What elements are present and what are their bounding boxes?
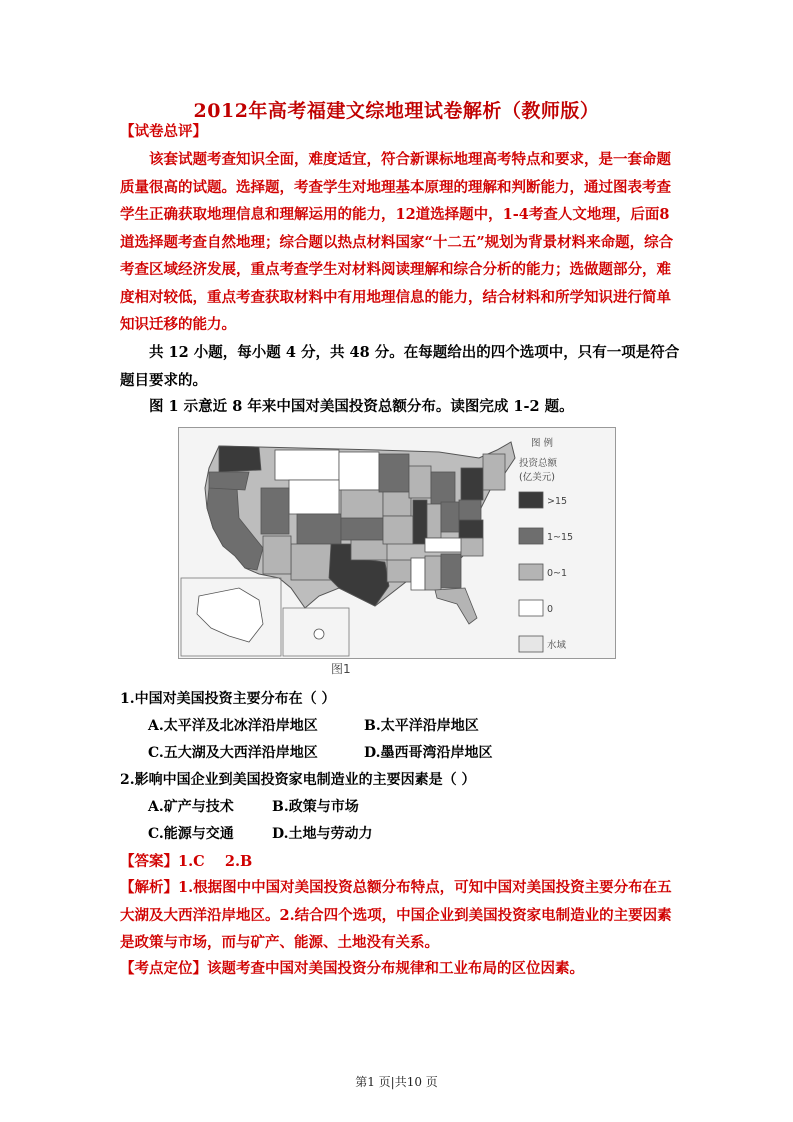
summary-text: 该套试题考查知识全面，难度适宜，符合新课标地理高考特点和要求，是一套命题质量很高的试题。选择题，考查学生对地理基本原理的理解和判断能力，通过图表考查学生正确获取地理信息和理解运用的能力，12道选择题中，1-4考查人文地理，后面8道选择题考查自然地理；综合题以热点材料国家“十二五”规划为背景材料来命题，综合考查区域经济发展，重点考查学生对材料阅读理解和综合分析的能力；选做题部分，难度相对较低，重点考查获取材料中有用地理信息的能力，结合材料和所学知识进行简单知识迁移的能力。 [120, 151, 674, 333]
region-missouri [383, 516, 413, 544]
question-1-option-b: B.太平洋沿岸地区 [364, 718, 479, 734]
region-wyoming [289, 480, 339, 514]
region-nebraska [341, 490, 383, 518]
region-alaska [197, 588, 263, 642]
analysis-block [120, 874, 680, 957]
region-mississippi [411, 558, 425, 590]
region-montana [275, 450, 339, 480]
question-2-option-c: C.能源与交通 [148, 826, 234, 842]
legend-label: 0 [547, 604, 554, 615]
question-1-option-c: C.五大湖及大西洋沿岸地区 [148, 745, 318, 761]
region-minnesota [379, 454, 409, 492]
question-1-option-a: A.太平洋及北冰洋沿岸地区 [148, 718, 318, 734]
region-hawaii [314, 629, 324, 639]
region-arizona [263, 536, 291, 574]
region-dakota [339, 452, 379, 490]
region-carolina [461, 538, 483, 556]
legend-swatch [519, 492, 543, 508]
region-oregon [209, 472, 249, 490]
region-pennsylvania [459, 500, 481, 520]
page-footer: 第1 页|共10 页 [355, 1075, 438, 1089]
region-ohio [441, 502, 459, 532]
analysis-text: 1.根据图中中国对美国投资总额分布特点，可知中国对美国投资主要分布在五大湖及大西洋沿岸地区。2.结合四个选项，中国企业到美国投资家电制造业的主要因素是政策与市场，而与矿产、能源、土地没有关系。 [120, 879, 672, 951]
kaodian-text: 该题考查中国对美国投资分布规律和工业布局的区位因素。 [207, 960, 584, 977]
region-utah [261, 488, 289, 534]
region-georgia [441, 554, 461, 588]
region-newmexico [291, 544, 331, 580]
region-kansas [341, 518, 383, 540]
region-michigan [431, 472, 455, 504]
question-1-option-d: D.墨西哥湾沿岸地区 [364, 745, 493, 761]
region-illinois [413, 500, 427, 544]
legend-subtitle-2: (亿美元) [519, 472, 555, 483]
legend-label: 1~15 [547, 532, 574, 543]
instructions-text: 共 12 小题，每小题 4 分，共 48 分。在每题给出的四个选项中，只有一项是符合题目要求的。 [120, 344, 680, 389]
legend-title: 图 例 [531, 438, 554, 449]
region-newengland [483, 454, 505, 490]
legend-label: 0~1 [547, 568, 568, 579]
legend-items [519, 492, 573, 652]
legend-swatch [519, 636, 543, 652]
answer-label: 【答案】 [120, 853, 178, 870]
map-svg [179, 428, 615, 658]
question-2-option-b: B.政策与市场 [272, 799, 359, 815]
region-arkansas [387, 560, 411, 582]
analysis-label: 【解析】 [120, 879, 178, 896]
page-title: 2012年高考福建文综地理试卷解析（教师版） [193, 100, 600, 122]
region-washington [219, 446, 261, 472]
region-colorado [297, 514, 341, 544]
answer-text: 1.C 2.B [178, 853, 253, 870]
question-1-stem: 1.中国对美国投资主要分布在（ ） [120, 691, 336, 707]
legend-label: >15 [547, 496, 568, 507]
legend-swatch [519, 528, 543, 544]
question-2-option-d: D.土地与劳动力 [272, 826, 373, 842]
summary-header: 【试卷总评】 [120, 123, 207, 140]
legend-label: 水域 [547, 640, 567, 651]
question-2-stem: 2.影响中国企业到美国投资家电制造业的主要因素是（ ） [120, 772, 476, 788]
region-virginia [459, 520, 483, 538]
region-newyork [461, 468, 483, 500]
map-caption: 图1 [331, 662, 351, 676]
answer-block [120, 850, 252, 871]
kaodian-block [120, 957, 584, 978]
region-indiana [427, 504, 441, 538]
region-oklahoma [351, 540, 387, 560]
region-alabama [425, 556, 441, 590]
question-2-option-a: A.矿产与技术 [148, 799, 234, 815]
region-florida [435, 588, 477, 624]
usa-investment-map [178, 427, 616, 659]
legend-subtitle-1: 投资总额 [519, 458, 558, 469]
legend-swatch [519, 564, 543, 580]
figure-intro: 图 1 示意近 8 年来中国对美国投资总额分布。读图完成 1-2 题。 [149, 398, 574, 415]
region-iowa [383, 492, 411, 516]
region-wisconsin [409, 466, 431, 498]
kaodian-label: 【考点定位】 [120, 960, 207, 977]
region-kentucky [425, 538, 465, 552]
legend-swatch [519, 600, 543, 616]
